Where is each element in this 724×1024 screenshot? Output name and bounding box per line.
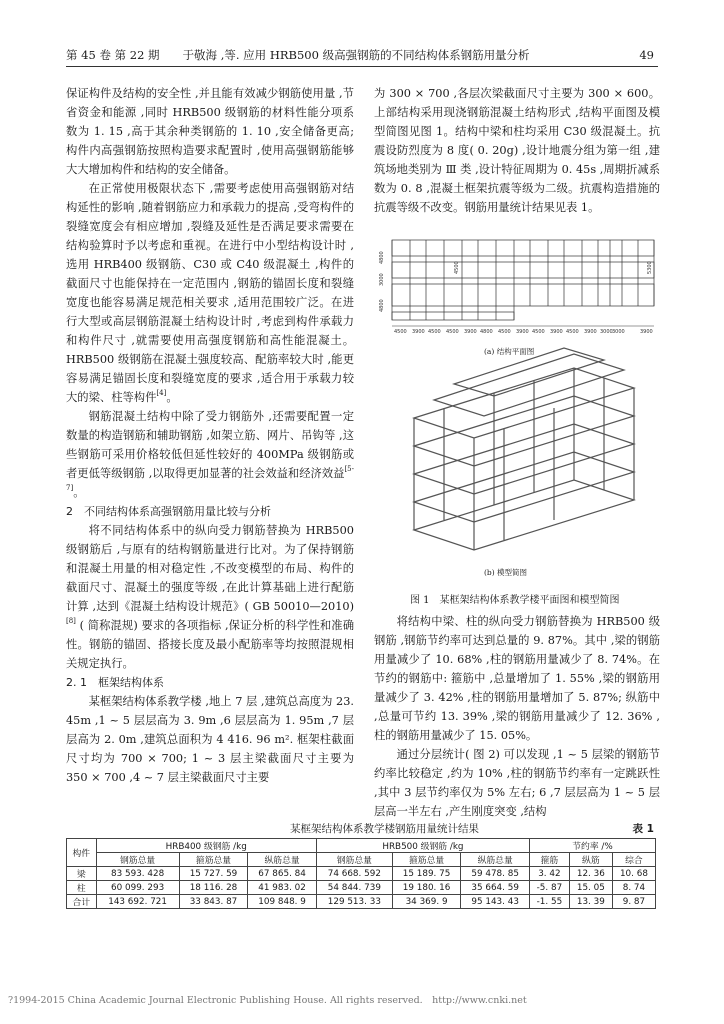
table-row: [67, 881, 656, 895]
table-subheader: 综合: [612, 853, 655, 867]
dim-label: 3000: [612, 329, 625, 335]
table-subheader: 箍筋: [529, 853, 569, 867]
structural-plan: [392, 240, 654, 326]
paragraph: 将结构中梁、柱的纵向受力钢筋替换为 HRB500 级钢筋 ,钢筋节约率可达到总量的 9. 87%。其中 ,梁的钢筋用量减少了 10. 68% ,柱的钢筋用量减少了 8. 74%。在节约的钢筋中: 箍筋中 ,总量增加了 1. 55% ,梁的钢筋用量减少了 3. 42% ,柱的钢筋用量增加了 5. 87%; 纵筋中 ,总量可节约 13. 39% ,梁的钢筋用量减少了 12. 36% ,柱的钢筋用量减少了 15. 05%。: [374, 615, 660, 742]
citation-ref: [8]: [66, 617, 76, 625]
dim-label: 4800: [480, 329, 493, 335]
table-row: [67, 867, 656, 881]
left-column: [66, 84, 354, 787]
table-cell: 9. 87: [612, 895, 655, 909]
paragraph: 通过分层统计( 图 2) 可以发现 ,1 ~ 5 层梁的钢筋节约率比较稳定 ,约为 10% ,柱的钢筋节约率有一定跳跃性 ,其中 3 层节约率仅为 5% 左右; 6 ,7 层层高为 1 ~ 5 层层高一半左右 ,产生刚度突变 ,结构: [374, 748, 660, 818]
table-header: HRB400 级钢筋 /kg: [96, 839, 316, 853]
dim-label: 3900: [550, 329, 563, 335]
table-cell: 13. 39: [569, 895, 612, 909]
dim-label: 4500: [446, 329, 459, 335]
paragraph: 在正常使用极限状态下 ,需要考虑使用高强钢筋对结构延性的影响 ,随着钢筋应力和承载力的提高 ,受弯构件的裂缝宽度会有相应增加 ,裂缝及延性是否满足要求需要在结构验算时予以考虑和重视。在进行中小型结构设计时 ,选用 HRB400 级钢筋、C30 或 C40 级混凝土 ,构件的截面尺寸也能保持在一定范围内 ,钢筋的锚固长度和裂缝宽度也能容易满足规范相关要求 ,适用范围较广泛。在进行大型或高层钢筋混凝土结构设计时 ,考虑到构件承载力和构件尺寸 ,就需要使用高强度钢筋和高性能混凝土。HRB500 级钢筋在混凝土强度较高、配筋率较大时 ,能更容易满足锚固长度和裂缝宽度的要求 ,适合用于承载力较大的梁、柱等构件[4]。: [66, 182, 354, 404]
table-header: 构件: [67, 839, 97, 867]
dim-label: 3000: [600, 329, 613, 335]
table-cell: 109 848. 9: [248, 895, 317, 909]
plan-dimension-labels: [379, 251, 653, 335]
paragraph: 为 300 × 700 ,各层次梁截面尺寸主要为 300 × 600。上部结构采用现浇钢筋混凝土结构形式 ,结构平面图及模型简图见图 1。结构中梁和柱均采用 C30 级混凝土。抗震设防烈度为 8 度( 0. 20g) ,设计地震分组为第一组 ,建筑场地类别为 Ⅲ 类 ,设计特征周期为 0. 45s ,周期折减系数为 0. 8 ,混凝土框架抗震等级为二级。抗震构造措施的抗震等级不改变。钢筋用量统计结果见表 1。: [374, 87, 660, 214]
table-cell: 60 099. 293: [96, 881, 179, 895]
figure-caption-b: (b) 模型简图: [484, 568, 528, 577]
subsection-heading: 2. 1 框架结构体系: [66, 676, 164, 689]
paragraph: 某框架结构体系教学楼 ,地上 7 层 ,建筑总高度为 23. 45m ,1 ~ 5 层层高为 3. 9m ,6 层层高为 1. 95m ,7 层层高为 2. 0m ,建筑总面积为 4 416. 96 m². 框架柱截面尺寸均为 700 × 700; 1 ~ 3 层主梁截面尺寸主要为 350 × 700 ,4 ~ 7 层主梁截面尺寸主要: [66, 695, 354, 784]
dim-label: 5300: [647, 261, 653, 274]
table-subheader: 纵筋总量: [248, 853, 317, 867]
table-title-row: [66, 821, 656, 835]
dim-label: 3900: [640, 329, 653, 335]
table-header: HRB500 级钢筋 /kg: [316, 839, 529, 853]
table-cell: 8. 74: [612, 881, 655, 895]
dim-label: 3900: [516, 329, 529, 335]
table-subheader: 纵筋: [569, 853, 612, 867]
paragraph: 保证构件及结构的安全性 ,并且能有效减少钢筋使用量 ,节省资金和能源 ,同时 HRB500 级钢筋的材料性能分项系数为 1. 15 ,高于其余种类钢筋的 1. 10 ,安全储备更高; 构件内高强钢筋按照构造要求配置时 ,使用高强钢筋能够大大增加构件和结构的安全储备。: [66, 87, 354, 176]
table-cell: 35 664. 59: [461, 881, 530, 895]
3d-frame-model: [414, 348, 634, 550]
table-cell: 15 727. 59: [179, 867, 248, 881]
table-cell: 15 189. 75: [392, 867, 461, 881]
table-number: 表 1: [632, 823, 654, 835]
figure-1: [374, 230, 660, 570]
table-cell: 54 844. 739: [316, 881, 392, 895]
dim-label: 4500: [498, 329, 511, 335]
dim-label: 3900: [464, 329, 477, 335]
table-cell: 33 843. 87: [179, 895, 248, 909]
table-title: 某框架结构体系教学楼钢筋用量统计结果: [290, 823, 479, 835]
table-header: 节约率 /%: [529, 839, 655, 853]
table-cell: 74 668. 592: [316, 867, 392, 881]
table-cell: 83 593. 428: [96, 867, 179, 881]
table-subheader: 箍筋总量: [179, 853, 248, 867]
copyright-footer: ?1994-2015 China Academic Journal Electronic Publishing House. All rights reserved. http://www.cnki.net: [8, 995, 527, 1006]
table-cell: 10. 68: [612, 867, 655, 881]
right-column-top: [374, 84, 660, 217]
dim-label: 4500: [454, 261, 460, 274]
paragraph: 将不同结构体系中的纵向受力钢筋替换为 HRB500 级钢筋后 ,与原有的结构钢筋量进行比对。为了保持钢筋和混凝土用量的相对稳定性 ,不改变模型的布局、构件的截面尺寸、混凝土的强度等级 ,在此计算基础上进行配筋计算 ,达到《混凝土结构设计规范》( GB 50010—2010)[8] ( 简称混规) 要求的各项指标 ,保证分析的科学性和准确性。钢筋的锚固、搭接长度及最小配筋率等均按照混规相关规定执行。: [66, 524, 354, 670]
table-cell: 34 369. 9: [392, 895, 461, 909]
table-cell: -1. 55: [529, 895, 569, 909]
table-subheader: 箍筋总量: [392, 853, 461, 867]
table-cell: 18 116. 28: [179, 881, 248, 895]
table-cell: 12. 36: [569, 867, 612, 881]
dim-label: 4500: [566, 329, 579, 335]
table-cell: -5. 87: [529, 881, 569, 895]
right-column-bottom: [374, 612, 660, 821]
table-cell: 129 513. 33: [316, 895, 392, 909]
figure-caption-a: (a) 结构平面图: [484, 347, 535, 356]
citation-ref: [4]: [156, 389, 167, 397]
dim-label: 4500: [428, 329, 441, 335]
table-cell: 19 180. 16: [392, 881, 461, 895]
table-cell: 67 865. 84: [248, 867, 317, 881]
dim-label: 4800: [379, 251, 385, 264]
table-1: [66, 838, 656, 909]
paragraph: 钢筋混凝土结构中除了受力钢筋外 ,还需要配置一定数量的构造钢筋和辅助钢筋 ,如架立筋、网片、吊钩等 ,这些钢筋可采用价格较低但延性较好的 400MPa 级钢筋或者更低等级钢筋 ,以取得更加显著的社会效益和经济效益[5-7]。: [66, 410, 354, 499]
dim-label: 4800: [379, 299, 385, 312]
section-heading: 2 不同结构体系高强钢筋用量比较与分析: [66, 505, 271, 518]
dim-label: 3900: [584, 329, 597, 335]
running-header: [66, 44, 658, 67]
table-subheader: 钢筋总量: [96, 853, 179, 867]
figure-title: 图 1 某框架结构体系教学楼平面图和模型简图: [410, 595, 620, 606]
table-cell: 15. 05: [569, 881, 612, 895]
table-cell: 41 983. 02: [248, 881, 317, 895]
table-cell: 梁: [67, 867, 97, 881]
table-cell: 3. 42: [529, 867, 569, 881]
dim-label: 4500: [532, 329, 545, 335]
page-number: 49: [639, 48, 654, 62]
dim-label: 4500: [394, 329, 407, 335]
table-cell: 柱: [67, 881, 97, 895]
table-row: [67, 895, 656, 909]
table-subheader: 钢筋总量: [316, 853, 392, 867]
citation-ref: [5-7]: [66, 465, 354, 492]
table-cell: 143 692. 721: [96, 895, 179, 909]
table-cell: 95 143. 43: [461, 895, 530, 909]
dim-label: 3900: [412, 329, 425, 335]
table-cell: 59 478. 85: [461, 867, 530, 881]
header-citation: 第 45 卷 第 22 期 于敬海 ,等. 应用 HRB500 级高强钢筋的不同结构体系钢筋用量分析: [66, 48, 530, 62]
table-subheader: 纵筋总量: [461, 853, 530, 867]
table-cell: 合计: [67, 895, 97, 909]
dim-label: 3000: [379, 273, 385, 286]
